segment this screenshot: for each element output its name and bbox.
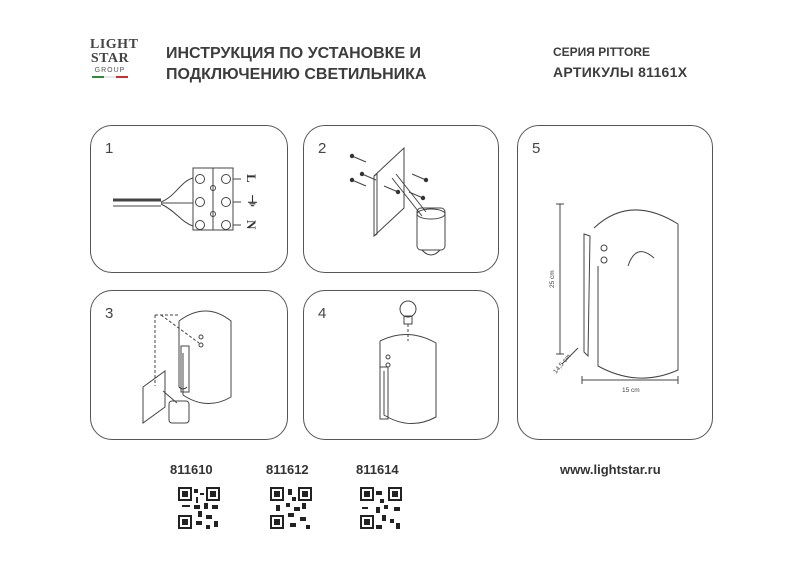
title-line-2: ПОДКЛЮЧЕНИЮ СВЕТИЛЬНИКА <box>166 66 427 83</box>
wiring-diagram <box>91 126 289 274</box>
label-neutral: N <box>244 220 259 230</box>
italy-flag-icon <box>92 76 128 78</box>
website-link[interactable]: www.lightstar.ru <box>560 462 661 477</box>
step-number: 2 <box>318 140 327 157</box>
shade-mounting-diagram <box>91 291 289 441</box>
height-label: 25 cm <box>549 270 556 288</box>
step-number: 4 <box>318 305 327 322</box>
step-5-panel <box>517 125 713 440</box>
logo-line-1: LIGHT <box>90 37 139 52</box>
qr-code-icon[interactable] <box>178 487 220 529</box>
qr-code-icon[interactable] <box>360 487 402 529</box>
bulb-installation-diagram <box>304 291 500 441</box>
series-label: СЕРИЯ PITTORE <box>553 45 651 59</box>
step-3-panel <box>90 290 288 440</box>
step-2-panel <box>303 125 499 273</box>
qr-code-icon[interactable] <box>270 487 312 529</box>
step-1-panel <box>90 125 288 273</box>
sku-1: 811610 <box>170 462 213 477</box>
step-4-panel <box>303 290 499 440</box>
brand-logo <box>90 37 139 78</box>
sku-3: 811614 <box>356 462 399 477</box>
sku-2: 811612 <box>266 462 309 477</box>
label-live: L <box>244 174 259 183</box>
step-number: 1 <box>105 140 114 157</box>
logo-line-2: STAR <box>90 51 130 66</box>
step-number: 5 <box>532 140 541 157</box>
label-ground: ⏚ <box>246 194 260 209</box>
width-label: 15 cm <box>622 387 640 394</box>
dimensions-diagram <box>518 126 714 441</box>
page-title <box>166 43 426 85</box>
depth-label: 14,5 cm <box>552 353 573 376</box>
title-line-1: ИНСТРУКЦИЯ ПО УСТАНОВКЕ И <box>166 45 422 62</box>
step-number: 3 <box>105 305 114 322</box>
bracket-mounting-diagram <box>304 126 500 274</box>
article-label: АРТИКУЛЫ 81161X <box>553 64 688 80</box>
logo-line-3: GROUP <box>94 67 126 74</box>
